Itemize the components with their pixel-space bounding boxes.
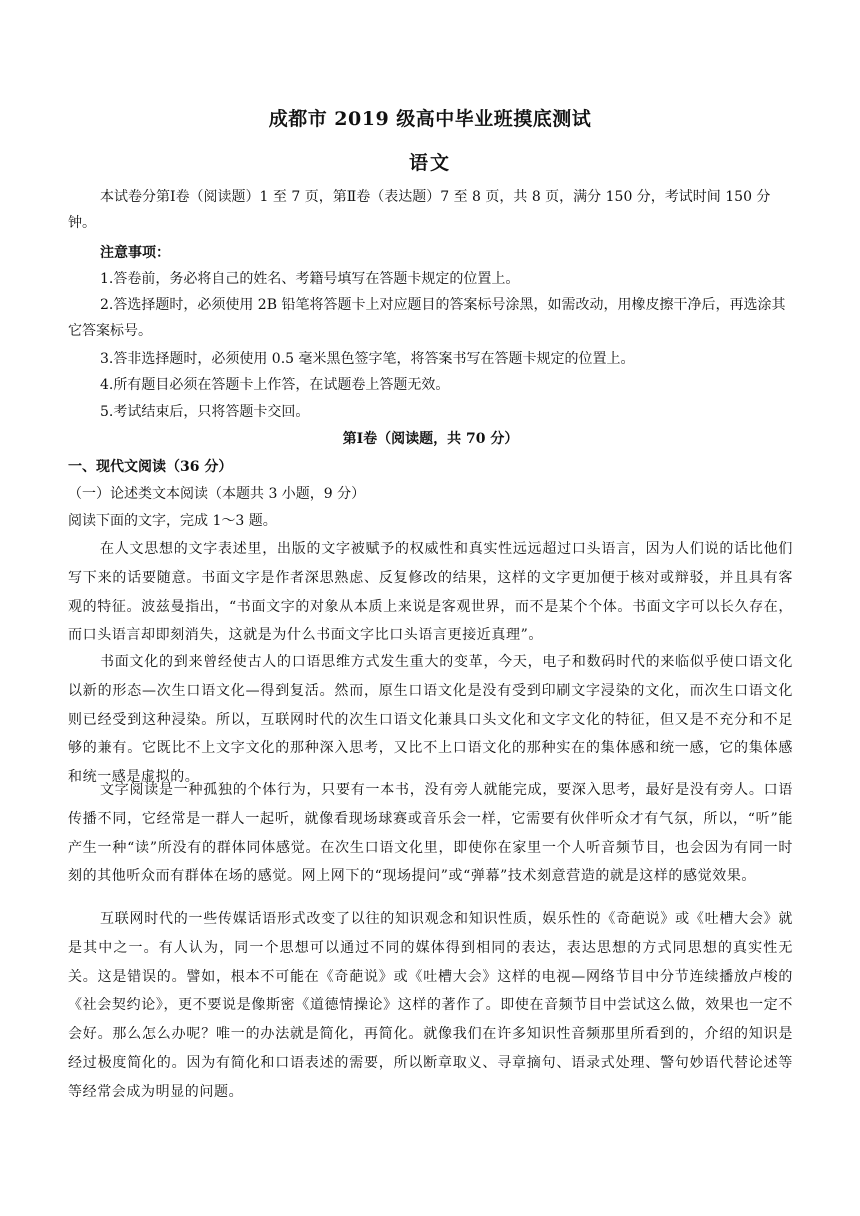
subsection1-heading: （一）论述类文本阅读（本题共 3 小题，9 分） — [68, 486, 366, 502]
note-item-3: 3.答非选择题时，必须使用 0.5 毫米黑色签字笔，将答案书写在答题卡规定的位置上。 — [100, 351, 635, 367]
subject-title: 语文 — [408, 152, 451, 174]
intro-paragraph: 本试卷分第Ⅰ卷（阅读题）1 至 7 页，第Ⅱ卷（表达题）7 至 8 页，共 8 页，满分 150 分，考试时间 150 分钟。 — [68, 189, 771, 231]
exam-title: 成都市 2019 级高中毕业班摸底测试 — [268, 108, 592, 130]
section1-heading: 一、现代文阅读（36 分） — [68, 459, 233, 475]
passage-paragraph-2: 书面文化的到来曾经使古人的口语思维方式发生重大的变革，今天，电子和数码时代的来临似乎使口语文化以新的形态—次生口语文化—得到复活。然而，原生口语文化是没有受到印刷文字浸染的文化，而次生口语文化则已经受到这种浸染。所以，互联网时代的次生口语文化兼具口头文化和文字文化的特征，但又是不充分和不足够的兼有。它既比不上文字文化的那种深入思考，又比不上口语文化的那种实在的集体感和统一感，它的集体感和统一感是虚拟的。 — [68, 654, 793, 786]
part1-heading: 第Ⅰ卷（阅读题，共 70 分） — [342, 431, 519, 447]
note-item-5: 5.考试结束后，只将答题卡交回。 — [100, 404, 310, 420]
passage-paragraph-4: 互联网时代的一些传媒话语形式改变了以往的知识观念和知识性质，娱乐性的《奇葩说》或《吐槽大会》就是其中之一。有人认为，同一个思想可以通过不同的媒体得到相同的表达，表达思想的方式同思想的真实性无关。这是错误的。譬如，根本不可能在《奇葩说》或《吐槽大会》这样的电视—网络节目中分节连续播放卢梭的《社会契约论》，更不要说是像斯密《道德情操论》这样的著作了。即使在音频节目中尝试这么做，效果也一定不会好。那么怎么办呢？唯一的办法就是简化，再简化。就像我们在许多知识性音频那里所看到的，介绍的知识是经过极度简化的。因为有简化和口语表述的需要，所以断章取义、寻章摘句、语录式处理、警句妙语代替论述等等经常会成为明显的问题。 — [68, 911, 793, 1100]
passage-paragraph-3: 文字阅读是一种孤独的个体行为，只要有一本书，没有旁人就能完成，要深入思考，最好是没有旁人。口语传播不同，它经常是一群人一起听，就像看现场球赛或音乐会一样，它需要有伙伴听众才有气氛，所以，“听”能产生一种“读”所没有的群体同体感觉。在次生口语文化里，即使你在家里一个人听音频节目，也会因为有同一时刻的其他听众而有群体在场的感觉。网上网下的“现场提问”或“弹幕”技术刻意营造的就是这样的感觉效果。 — [68, 782, 793, 885]
note-item-2: 2.答选择题时，必须使用 2B 铅笔将答题卡上对应题目的答案标号涂黑，如需改动，用橡皮擦干净后，再选涂其它答案标号。 — [68, 297, 786, 339]
note-item-4: 4.所有题目必须在答题卡上作答，在试题卷上答题无效。 — [100, 377, 450, 393]
note-item-1: 1.答卷前，务必将自己的姓名、考籍号填写在答题卡规定的位置上。 — [100, 271, 520, 287]
reading-instruction: 阅读下面的文字，完成 1～3 题。 — [68, 513, 277, 529]
notes-heading: 注意事项： — [100, 245, 170, 261]
passage-paragraph-1: 在人文思想的文字表述里，出版的文字被赋予的权威性和真实性远远超过口头语言，因为人们说的话比他们写下来的话要随意。书面文字是作者深思熟虑、反复修改的结果，这样的文字更加便于核对或辩驳，并且具有客观的特征。波兹曼指出，“书面文字的对象从本质上来说是客观世界，而不是某个个体。书面文字可以长久存在，而口头语言却即刻消失，这就是为什么书面文字比口头语言更接近真理”。 — [68, 541, 793, 644]
